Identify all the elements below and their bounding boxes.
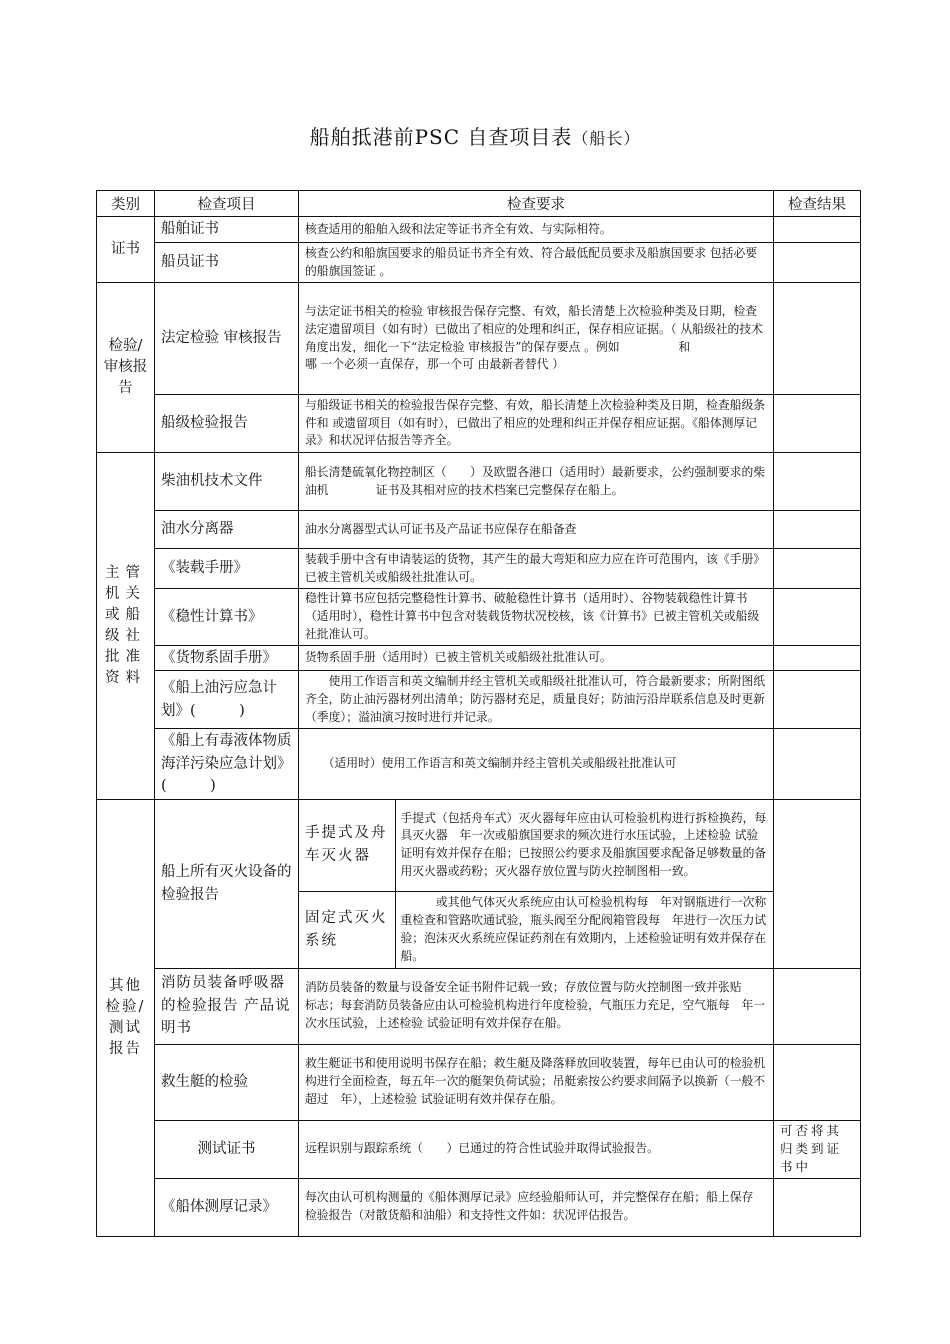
result-cell[interactable]	[774, 395, 861, 453]
requirement-cell: 消防员装备的数量与设备安全证书附件记载一致；存放位置与防火控制图一致并张贴 标志；每套消防员装备应由认可检验机构进行年度检验，气瓶压力充足，空气瓶每 年一次水压试验，上述检验 试验证明有效并保存在船。	[299, 968, 774, 1044]
result-cell[interactable]	[774, 453, 861, 511]
result-cell[interactable]	[774, 217, 861, 243]
category-cell: 证书	[97, 217, 155, 283]
table-row	[97, 729, 861, 799]
sub-row	[299, 892, 773, 968]
table-row	[97, 1120, 861, 1178]
requirement-cell: 手提式（包括舟车式）灭火器每年应由认可检验机构进行拆检换药，每具灭火器 年一次或船旗国要求的频次进行水压试验，上述检验 试验证明有效并保存在船；已按照公约要求及船旗国要求配备足够数量的备用灭火器或药粉；灭火器存放位置与防火控制图相一致。	[395, 800, 773, 892]
table-row	[97, 671, 861, 729]
requirement-cell: 船长清楚硫氧化物控制区（ ）及欧盟各港口（适用时）最新要求，公约强制要求的柴油机 证书及其相对应的技术档案已完整保存在船上。	[299, 453, 774, 511]
requirement-cell: 与法定证书相关的检验 审核报告保存完整、有效，船长清楚上次检验种类及日期，检查法定遗留项目（如有时）已做出了相应的处理和纠正，保存相应证据。（ 从船级社的技术角度出发，细化一下“法定检验 审核报告”的保存要点 。例如 和 哪 一个必须一直保存，那一个可 由最新者替代 ）	[299, 283, 774, 395]
sub-row	[299, 800, 773, 892]
header-requirement: 检查要求	[299, 191, 774, 217]
item-cell: 船舶证书	[155, 217, 299, 243]
requirement-cell: 或其他气体灭火系统应由认可检验机构每 年对钢瓶进行一次称重检查和管路吹通试验，瓶头阀至分配阀箱管段每 年进行一次压力试验；泡沫灭火系统应保证药剂在有效期内，上述检验证明有效并保存在船。	[395, 892, 773, 968]
inspection-table	[96, 190, 861, 1237]
result-cell[interactable]	[774, 243, 861, 283]
fire-subtable	[299, 800, 773, 968]
requirement-cell: 核查适用的船舶入级和法定等证书齐全有效、与实际相符。	[299, 217, 774, 243]
requirement-cell: 与船级证书相关的检验报告保存完整、有效，船长清楚上次检验种类及日期，检查船级条件和 或遗留项目（如有时），已做出了相应的处理和纠正并保存相应证据。《船体测厚记录》和状况评估报告等齐全。	[299, 395, 774, 453]
table-row	[97, 549, 861, 589]
item-cell: 《装载手册》	[155, 549, 299, 589]
item-cell: 救生艇的检验	[155, 1044, 299, 1120]
item-cell: 消防员装备呼吸器的检验报告 产品说明书	[155, 968, 299, 1044]
table-row	[97, 511, 861, 549]
result-cell[interactable]	[774, 511, 861, 549]
header-category: 类别	[97, 191, 155, 217]
table-row	[97, 1178, 861, 1236]
result-cell[interactable]	[774, 671, 861, 729]
requirement-cell: 远程识别与跟踪系统（ ）已通过的符合性试验并取得试验报告。	[299, 1120, 774, 1178]
result-cell[interactable]	[774, 1044, 861, 1120]
category-cell: 其他检验/测试报告	[97, 799, 155, 1236]
table-row	[97, 799, 861, 968]
title-main: 船舶抵港前PSC 自查项目表	[309, 125, 573, 149]
result-cell[interactable]	[774, 729, 861, 799]
item-cell: 《稳性计算书》	[155, 589, 299, 646]
item-cell: 测试证书	[155, 1120, 299, 1178]
result-note: 可否将其归类到证书中	[774, 1120, 861, 1178]
header-result: 检查结果	[774, 191, 861, 217]
result-cell[interactable]	[774, 799, 861, 968]
sub-item-cell: 固定式灭火系统	[299, 892, 395, 968]
sub-item-cell: 手提式及舟车灭火器	[299, 800, 395, 892]
requirement-cell: 货物系固手册（适用时）已被主管机关或船级社批准认可。	[299, 645, 774, 670]
title-suffix: （船长）	[572, 129, 641, 148]
table-row	[97, 645, 861, 670]
requirement-cell: 使用工作语言和英文编制并经主管机关或船级社批准认可，符合最新要求；所附图纸齐全，防止油污器材列出清单；防污器材充足，质量良好；防油污沿岸联系信息及时更新（季度）；溢油演习按时进行并记录。	[299, 671, 774, 729]
item-cell: 柴油机技术文件	[155, 453, 299, 511]
item-cell: 《船上油污应急计划》( )	[155, 671, 299, 729]
result-cell[interactable]	[774, 283, 861, 395]
header-row	[97, 191, 861, 217]
fire-subitems	[299, 799, 774, 968]
result-cell[interactable]	[774, 549, 861, 589]
item-cell: 《船上有毒液体物质海洋污染应急计划》( )	[155, 729, 299, 799]
table-row	[97, 243, 861, 283]
item-cell: 法定检验 审核报告	[155, 283, 299, 395]
requirement-cell: 核查公约和船旗国要求的船员证书齐全有效、符合最低配员要求及船旗国要求 包括必要的船旗国签证 。	[299, 243, 774, 283]
item-cell: 《货物系固手册》	[155, 645, 299, 670]
result-cell[interactable]	[774, 968, 861, 1044]
result-cell[interactable]	[774, 645, 861, 670]
category-cell: 检验/审核报告	[97, 283, 155, 453]
result-cell[interactable]	[774, 1178, 861, 1236]
item-cell: 《船体测厚记录》	[155, 1178, 299, 1236]
table-row	[97, 283, 861, 395]
category-cell: 主管机关或船级社批准资料	[97, 453, 155, 800]
item-cell: 船级检验报告	[155, 395, 299, 453]
table-row	[97, 395, 861, 453]
requirement-cell: 油水分离器型式认可证书及产品证书应保存在船备查	[299, 511, 774, 549]
table-row	[97, 968, 861, 1044]
page-title	[0, 121, 950, 150]
requirement-cell: 稳性计算书应包括完整稳性计算书、破舱稳性计算书（适用时）、谷物装载稳性计算书（适用时），稳性计算书中包含对装载货物状况校核，该《计算书》已被主管机关或船级社批准认可。	[299, 589, 774, 646]
result-cell[interactable]	[774, 589, 861, 646]
requirement-cell: 每次由认可机构测量的《船体测厚记录》应经验船师认可，并完整保存在船；船上保存 检验报告（对散货船和油船）和支持性文件如：状况评估报告。	[299, 1178, 774, 1236]
table-row	[97, 589, 861, 646]
table-row	[97, 1044, 861, 1120]
header-item: 检查项目	[155, 191, 299, 217]
requirement-cell: （适用时）使用工作语言和英文编制并经主管机关或船级社批准认可	[299, 729, 774, 799]
item-cell: 船上所有灭火设备的检验报告	[155, 799, 299, 968]
item-cell: 船员证书	[155, 243, 299, 283]
table-row	[97, 453, 861, 511]
item-cell: 油水分离器	[155, 511, 299, 549]
table-row	[97, 217, 861, 243]
requirement-cell: 救生艇证书和使用说明书保存在船；救生艇及降落释放回收装置，每年已由认可的检验机构进行全面检查，每五年一次的艇架负荷试验；吊艇索按公约要求间隔予以换新（一般不超过 年），上述检验 试验证明有效并保存在船。	[299, 1044, 774, 1120]
requirement-cell: 装载手册中含有申请装运的货物，其产生的最大弯矩和应力应在许可范围内，该《手册》已被主管机关或船级社批准认可。	[299, 549, 774, 589]
